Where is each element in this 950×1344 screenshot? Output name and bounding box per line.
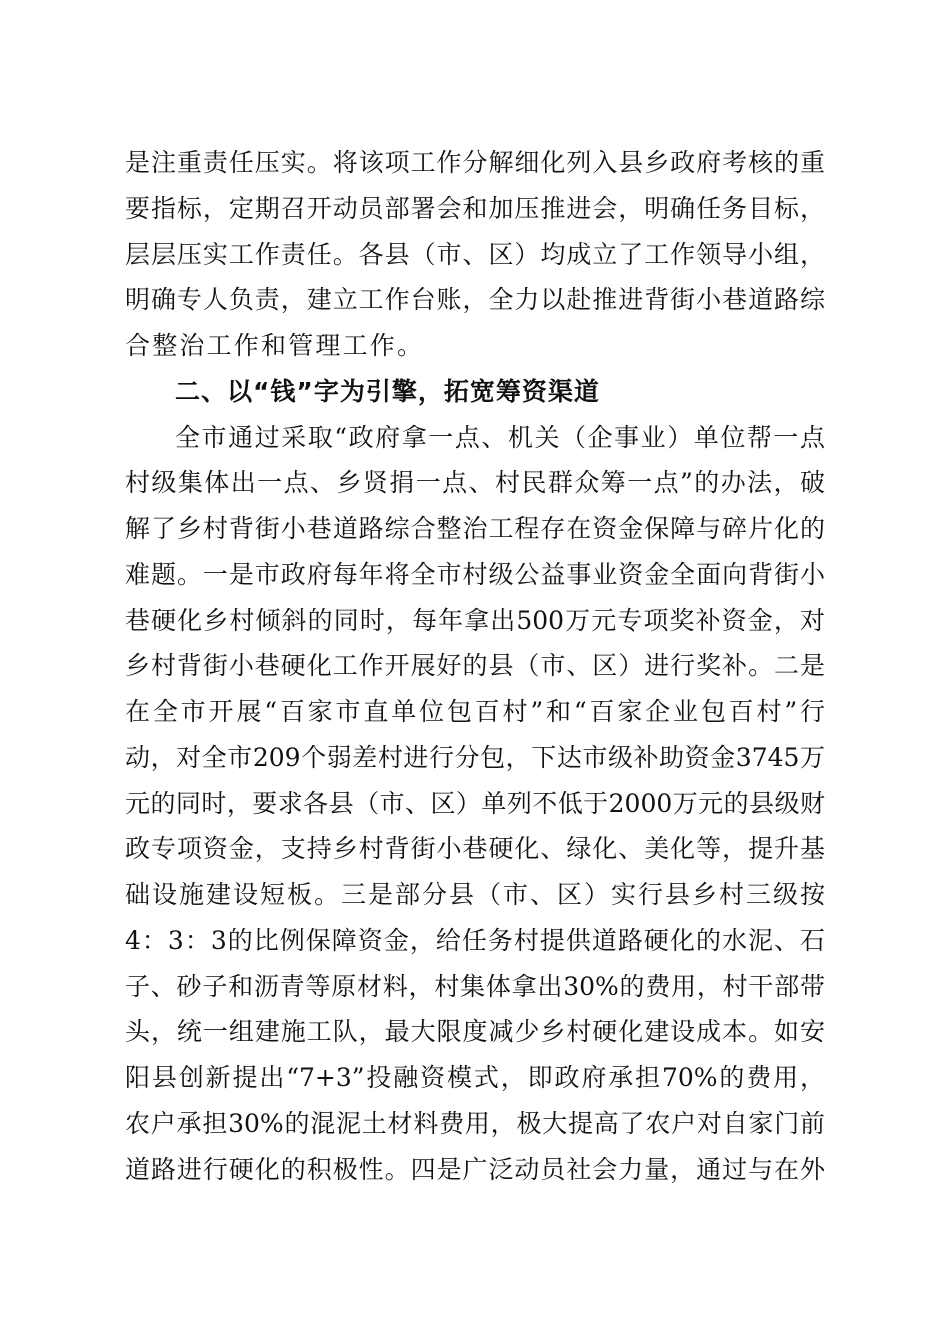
text-line: 村级集体出一点、乡贤捐一点、村民群众筹一点”的办法，破	[125, 468, 825, 498]
text-line: 明确专人负责，建立工作台账，全力以赴推进背街小巷道路综	[125, 285, 825, 315]
text-line: 层层压实工作责任。各县（市、区）均成立了工作领导小组，	[125, 239, 825, 269]
text-line: 政专项资金，支持乡村背街小巷硬化、绿化、美化等，提升基	[125, 834, 825, 864]
text-line: 在全市开展“百家市直单位包百村”和“百家企业包百村”行	[125, 697, 825, 726]
text-line: 阳县创新提出“7+3”投融资模式，即政府承担70%的费用，	[125, 1063, 825, 1092]
text-line: 础设施建设短板。三是部分县（市、区）实行县乡村三级按	[125, 880, 825, 909]
text-line: 解了乡村背街小巷道路综合整治工程存在资金保障与碎片化的	[125, 514, 825, 543]
text-line: 头，统一组建施工队，最大限度减少乡村硬化建设成本。如安	[125, 1017, 825, 1047]
document-body	[125, 140, 825, 1192]
text-line: 动，对全市209个弱差村进行分包，下达市级补助资金3745万	[125, 742, 825, 772]
text-line: 巷硬化乡村倾斜的同时，每年拿出500万元专项奖补资金，对	[125, 605, 825, 635]
text-line: 4：3：3的比例保障资金，给任务村提供道路硬化的水泥、石	[125, 925, 825, 955]
text-line: 难题。一是市政府每年将全市村级公益事业资金全面向背街小	[125, 559, 825, 589]
text-line: 乡村背街小巷硬化工作开展好的县（市、区）进行奖补。二是	[125, 651, 825, 681]
text-line: 要指标，定期召开动员部署会和加压推进会，明确任务目标，	[125, 193, 825, 223]
text-line: 农户承担30%的混泥土材料费用，极大提高了农户对自家门前	[125, 1108, 825, 1138]
text-line: 元的同时，要求各县（市、区）单列不低于2000万元的县级财	[125, 788, 825, 818]
text-line: 全市通过采取“政府拿一点、机关（企事业）单位帮一点	[175, 422, 825, 452]
section-heading: 二、以“钱”字为引擎，拓宽筹资渠道	[175, 376, 600, 406]
text-line: 道路进行硬化的积极性。四是广泛动员社会力量，通过与在外	[125, 1154, 825, 1184]
text-line: 合整治工作和管理工作。	[125, 331, 425, 360]
text-line: 是注重责任压实。将该项工作分解细化列入县乡政府考核的重	[125, 148, 825, 177]
text-line: 子、砂子和沥青等原材料，村集体拿出30%的费用，村干部带	[125, 971, 825, 1001]
